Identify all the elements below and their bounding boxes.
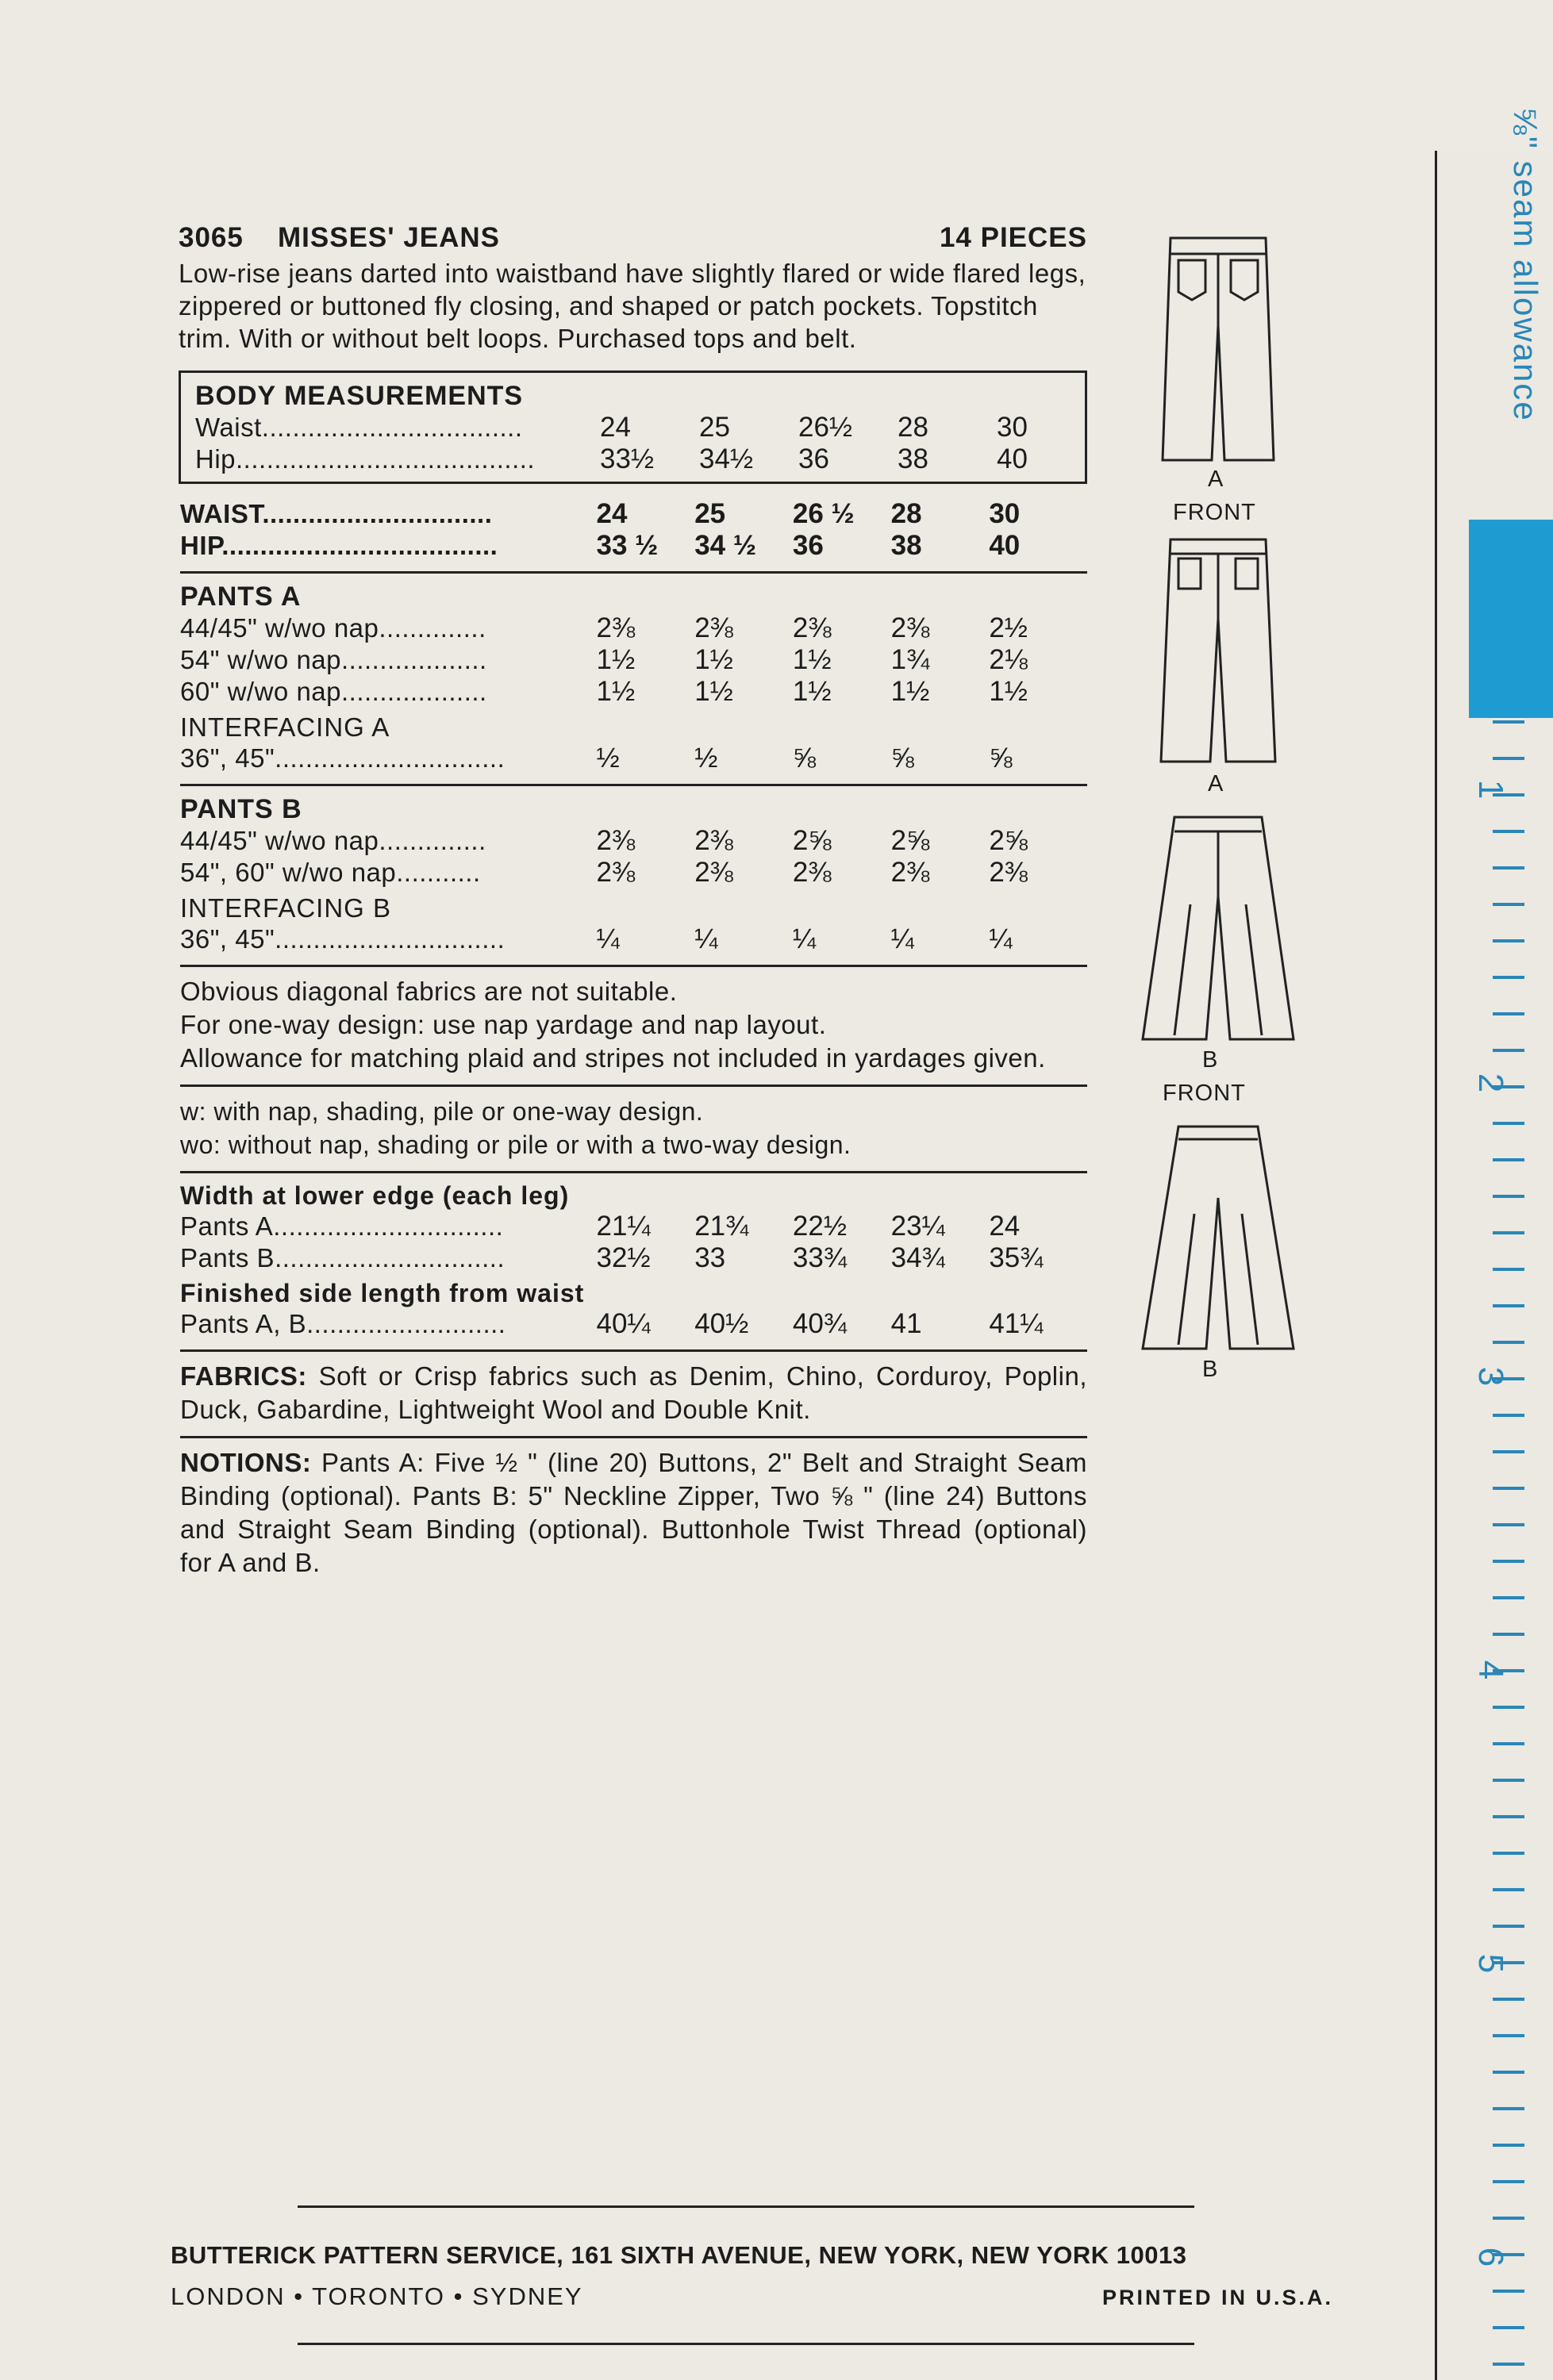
body-hip-row [195,443,1072,475]
cell: 2⅜ [694,825,733,856]
cell: 24 [989,1211,1021,1242]
cell: 26 ½ [792,498,855,529]
cell: 23¼ [890,1211,945,1242]
cell: 24 [596,498,628,529]
seam-allowance-label: ⅝" seam allowance [1507,107,1544,422]
yardage-row [180,676,1087,708]
row-label: 36", 45".............................. [180,924,505,954]
footer-cities-row [171,2282,1345,2311]
cell: ¼ [596,923,620,954]
ruler-mark-5: 5 [1471,1953,1511,1974]
cell: 21¾ [694,1211,749,1242]
cell: 36 [798,443,829,474]
width-row [180,1211,1087,1242]
printed-in: PRINTED IN U.S.A. [1101,2286,1333,2309]
cell: 40 [989,530,1021,561]
pattern-description: Low-rise jeans darted into waistband have slightly flared or wide flared legs, zippered or buttoned fly closing, and shaped or patch pockets. Topstitch trim. With or without belt loops. Purchased tops and belt. [179,259,1086,353]
cell: 32½ [596,1242,651,1273]
length-row [180,1308,1087,1340]
cell: ⅝ [890,743,914,774]
ruler-ticks [1437,151,1553,2380]
cell: 2⅜ [694,857,733,888]
cell: ½ [694,743,718,774]
legend-line: w: with nap, shading, pile or one-way design. [180,1097,704,1126]
hip-row [180,530,1087,562]
cell: 2⅜ [989,857,1028,888]
pattern-number: 3065 [179,222,244,253]
section-title: INTERFACING B [180,893,392,923]
cell: 21¼ [596,1211,651,1242]
cell: ¼ [694,923,718,954]
cell: 34½ [699,443,754,474]
cell: ½ [596,743,620,774]
pants-b-section [180,784,1087,955]
cell: 33 [694,1242,726,1273]
cell: 41¼ [989,1308,1044,1339]
fabrics-label: FABRICS: [180,1361,307,1391]
ruler-mark-4: 4 [1471,1660,1511,1680]
yardage-row [180,857,1087,889]
cell: 28 [890,498,922,529]
cell: 33¾ [792,1242,848,1273]
cell: 1½ [890,676,930,707]
yardage-row [180,612,1087,644]
row-label: HIP.................................... [180,531,498,560]
cell: 1½ [792,676,832,707]
cell: 22½ [792,1211,848,1242]
notions-section [180,1436,1087,1580]
row-label: WAIST.............................. [180,499,493,528]
cell: 2⅜ [694,612,733,643]
footer-rule-top [298,2205,1194,2208]
seam-allowance-ruler [1435,107,1553,2380]
notions-label: NOTIONS: [180,1448,312,1477]
row-label: Pants A.............................. [180,1211,504,1241]
view-a-back-drawing [1147,230,1290,468]
cell: 40 [997,443,1028,474]
cell: 2⅝ [792,825,832,856]
row-label: 54" w/wo nap................... [180,645,487,674]
cell: 1¾ [890,644,930,675]
cell: 40¼ [596,1308,651,1339]
view-a-front-drawing [1147,532,1290,770]
body-measurements-box [179,370,1087,484]
fabric-notes [180,965,1087,1075]
cell: 2⅜ [792,857,832,888]
cell: 2⅜ [596,825,636,856]
cell: 2⅜ [792,612,832,643]
cell: 40½ [694,1308,749,1339]
cell: 26½ [798,412,853,443]
section-title: Finished side length from waist [180,1279,585,1307]
row-label: 44/45" w/wo nap.............. [180,826,486,855]
footer-rule-bottom [298,2343,1194,2345]
cell: 1½ [792,644,832,675]
row-label: Waist.................................. [195,413,523,442]
cell: 41 [890,1308,922,1339]
cell: 30 [997,412,1028,443]
body-waist-row [195,412,1072,443]
pattern-info [179,222,1087,1580]
cell: 24 [600,412,631,443]
row-label: 36", 45".............................. [180,743,505,773]
size-table [179,498,1087,1580]
cell: 33½ [600,443,655,474]
section-title: Width at lower edge (each leg) [180,1181,570,1210]
view-b-back-drawing [1135,809,1301,1047]
yardage-row [180,825,1087,857]
cell: 1½ [596,676,636,707]
cell: 36 [792,530,824,561]
cell: 2½ [989,612,1028,643]
row-label: 54", 60" w/wo nap........... [180,858,481,887]
cell: 38 [890,530,922,561]
section-title: INTERFACING A [180,712,390,742]
cell: 28 [898,412,928,443]
legend-line: wo: without nap, shading or pile or with a two-way design. [180,1130,851,1159]
ruler-mark-6: 6 [1471,2247,1511,2267]
view-b-front-drawing [1135,1119,1301,1357]
view-b-front-bottom-label: B [1202,1357,1219,1382]
cell: 25 [699,412,730,443]
cell: ⅝ [989,743,1013,774]
row-label: 44/45" w/wo nap.............. [180,613,486,643]
cell: 1½ [694,676,733,707]
cell: 1½ [989,676,1028,707]
pants-a-section [180,571,1087,774]
cell: 2⅜ [890,857,930,888]
publisher-cities: LONDON • TORONTO • SYDNEY [171,2282,583,2310]
cell: 33 ½ [596,530,659,561]
notions-text: Pants A: Five ½ " (line 20) Buttons, 2" Belt and Straight Seam Binding (optional). Pants B: 5" Neckline Zipper, Two ⅝ " (line 24) Buttons and Straight Seam Binding (optional). Buttonhole Twist Thread (optional) for A and B. [180,1448,1087,1577]
pattern-header [179,222,1087,254]
row-label: Pants B.............................. [180,1243,505,1273]
cell: ¼ [792,923,817,954]
cell: 2⅜ [596,857,636,888]
cell: 1½ [694,644,733,675]
cell: 25 [694,498,726,529]
cell: 40¾ [792,1308,848,1339]
section-title: PANTS A [180,582,302,612]
cell: 2⅜ [596,612,636,643]
row-label: 60" w/wo nap................... [180,677,487,706]
publisher-address: BUTTERICK PATTERN SERVICE, 161 SIXTH AVENUE, NEW YORK, NEW YORK 10013 [171,2241,1187,2269]
view-b-label: B [1202,1047,1219,1073]
cell: 2⅝ [890,825,930,856]
cell: 30 [989,498,1021,529]
cell: 2⅛ [989,644,1028,675]
cell: ⅝ [792,743,817,774]
piece-count: 14 PIECES [939,222,1087,253]
view-front-label: FRONT [1173,500,1256,525]
waist-row [180,498,1087,530]
note-line: For one-way design: use nap yardage and nap layout. [180,1010,827,1039]
publisher-footer [171,2205,1345,2345]
view-a-front-label: A [1208,771,1224,797]
cell: 35¾ [989,1242,1044,1273]
ruler-mark-3: 3 [1471,1366,1511,1387]
nap-legend [180,1084,1087,1161]
finished-measurements [180,1171,1087,1340]
ruler-mark-1: 1 [1471,779,1511,800]
fabrics-section [180,1349,1087,1426]
body-measurements-title: BODY MEASUREMENTS [195,381,524,411]
cell: 34 ½ [694,530,757,561]
cell: 2⅜ [890,612,930,643]
yardage-row [180,923,1087,955]
cell: ¼ [890,923,914,954]
row-label: Pants A, B.......................... [180,1309,506,1338]
section-title: PANTS B [180,794,302,824]
row-label: Hip....................................... [195,444,536,474]
cell: 2⅝ [989,825,1028,856]
cell: ¼ [989,923,1013,954]
cell: 1½ [596,644,636,675]
yardage-row [180,644,1087,676]
fabrics-text: Soft or Crisp fabrics such as Denim, Chino, Corduroy, Poplin, Duck, Gabardine, Lightweight Wool and Double Knit. [180,1361,1087,1424]
note-line: Allowance for matching plaid and stripes not included in yardages given. [180,1043,1046,1073]
view-a-label: A [1208,466,1224,492]
view-b-front-label: FRONT [1163,1081,1246,1106]
ruler-mark-2: 2 [1471,1073,1511,1093]
pattern-title: MISSES' JEANS [278,222,501,253]
cell: 38 [898,443,928,474]
width-row [180,1242,1087,1274]
cell: 34¾ [890,1242,945,1273]
note-line: Obvious diagonal fabrics are not suitable. [180,977,678,1006]
yardage-row [180,743,1087,774]
